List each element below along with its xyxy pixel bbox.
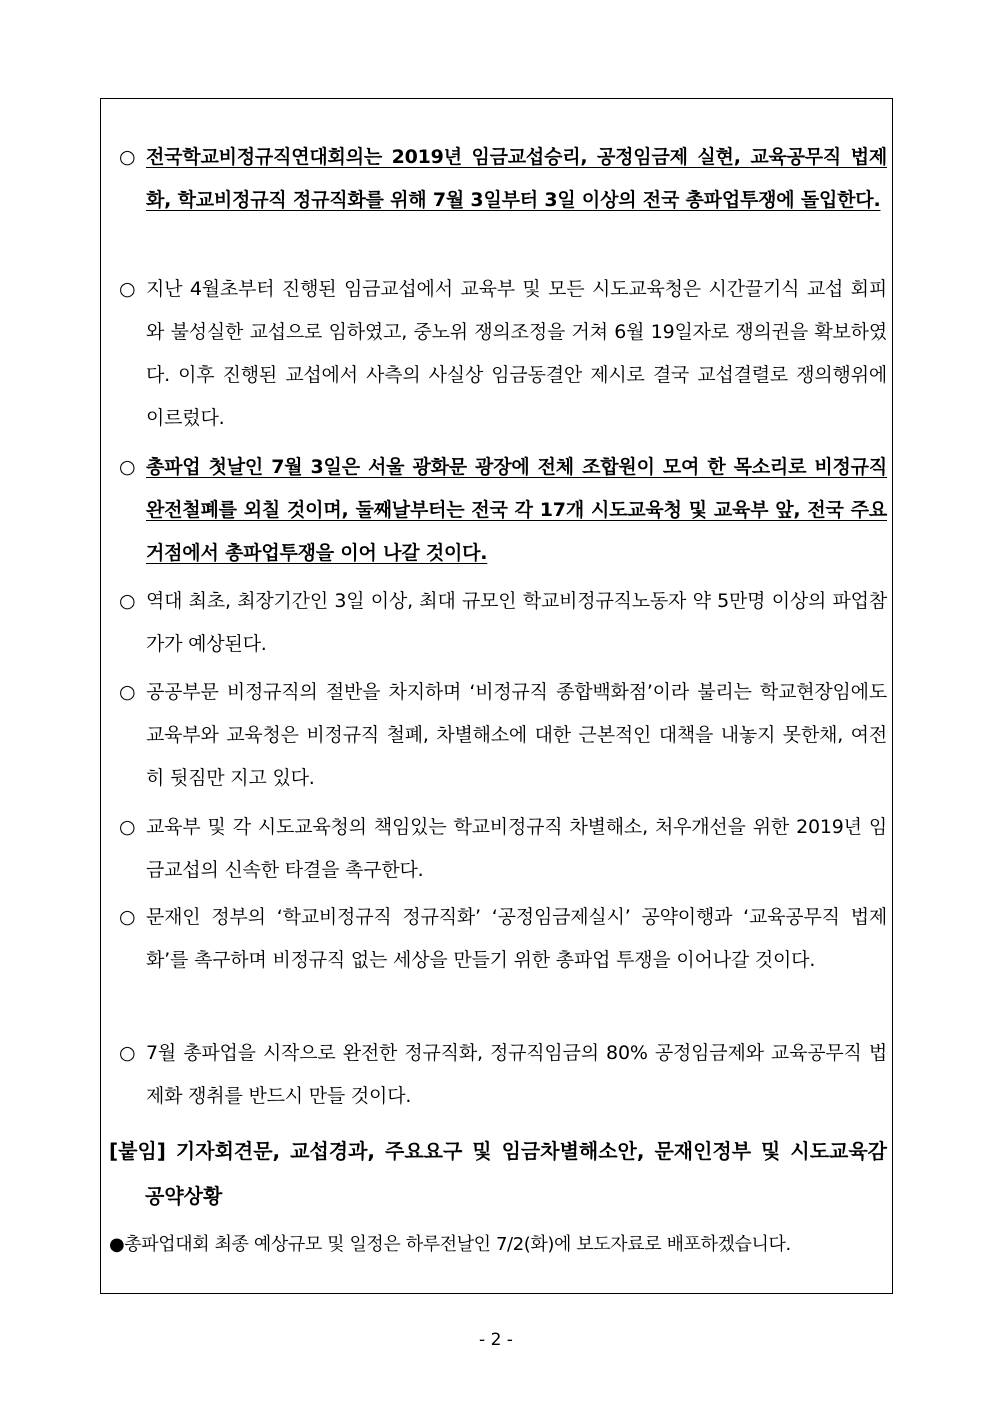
paragraph-text: 문재인 정부의 ‘학교비정규직 정규직화’ ‘공정임금제실시’ 공약이행과 ‘교육공무직 법제화’를 촉구하며 비정규직 없는 세상을 만들기 위한 총파업 투쟁을 이어나갈 것이다. [146,906,887,971]
paragraph-6 [119,806,887,892]
circle-bullet-icon: ○ [119,906,136,928]
circle-bullet-icon: ○ [119,681,136,703]
paragraph-3 [119,446,887,575]
paragraph-4 [119,580,887,666]
paragraph-text: 교육부 및 각 시도교육청의 책임있는 학교비정규직 차별해소, 처우개선을 위한 2019년 임금교섭의 신속한 타결을 촉구한다. [146,816,887,881]
paragraph-text: 공공부문 비정규직의 절반을 차지하며 ‘비정규직 종합백화점’이라 불리는 학교현장임에도 교육부와 교육청은 비정규직 철폐, 차별해소에 대한 근본적인 대책을 내놓지 못한채, 여전히 뒷짐만 지고 있다. [146,681,887,789]
paragraph-5 [119,671,887,800]
paragraph-text: 전국학교비정규직연대회의는 2019년 임금교섭승리, 공정임금제 실현, 교육공무직 법제화, 학교비정규직 정규직화를 위해 7월 3일부터 3일 이상의 전국 총파업투쟁에 돌입한다. [146,146,887,211]
circle-bullet-icon: ○ [119,456,136,478]
distribution-note: ●총파업대회 최종 예상규모 및 일정은 하루전날인 7/2(화)에 보도자료로 배포하겠습니다. [109,1234,791,1255]
attachment-text: [붙임] 기자회견문, 교섭경과, 주요요구 및 임금차별해소안, 문재인정부 및 시도교육감 공약상황 [109,1139,887,1208]
paragraph-text: 지난 4월초부터 진행된 임금교섭에서 교육부 및 모든 시도교육청은 시간끌기식 교섭 회피와 불성실한 교섭으로 임하였고, 중노위 쟁의조정을 거쳐 6월 19일자로 쟁의권을 확보하였다. 이후 진행된 교섭에서 사측의 사실상 임금동결안 제시로 결국 교섭결렬로 쟁의행위에 이르렀다. [146,278,887,429]
circle-bullet-icon: ○ [119,1042,136,1064]
content-box [100,98,893,1294]
circle-bullet-icon: ○ [119,590,136,612]
attachment-list [109,1129,887,1219]
paragraph-text: 총파업 첫날인 7월 3일은 서울 광화문 광장에 전체 조합원이 모여 한 목소리로 비정규직 완전철폐를 외칠 것이며, 둘째날부터는 전국 각 17개 시도교육청 및 교육부 앞, 전국 주요 거점에서 총파업투쟁을 이어 나갈 것이다. [146,456,887,564]
circle-bullet-icon: ○ [119,146,136,168]
paragraph-text: 역대 최초, 최장기간인 3일 이상, 최대 규모인 학교비정규직노동자 약 5만명 이상의 파업참가가 예상된다. [146,590,887,655]
paragraph-7 [119,896,887,982]
circle-bullet-icon: ○ [119,816,136,838]
paragraph-2 [119,268,887,440]
circle-bullet-icon: ○ [119,278,136,300]
paragraph-1 [119,136,887,222]
paragraph-text: 7월 총파업을 시작으로 완전한 정규직화, 정규직임금의 80% 공정임금제와 교육공무직 법제화 쟁취를 반드시 만들 것이다. [146,1042,887,1107]
paragraph-8 [119,1032,887,1118]
page-number: - 2 - [479,1330,513,1350]
